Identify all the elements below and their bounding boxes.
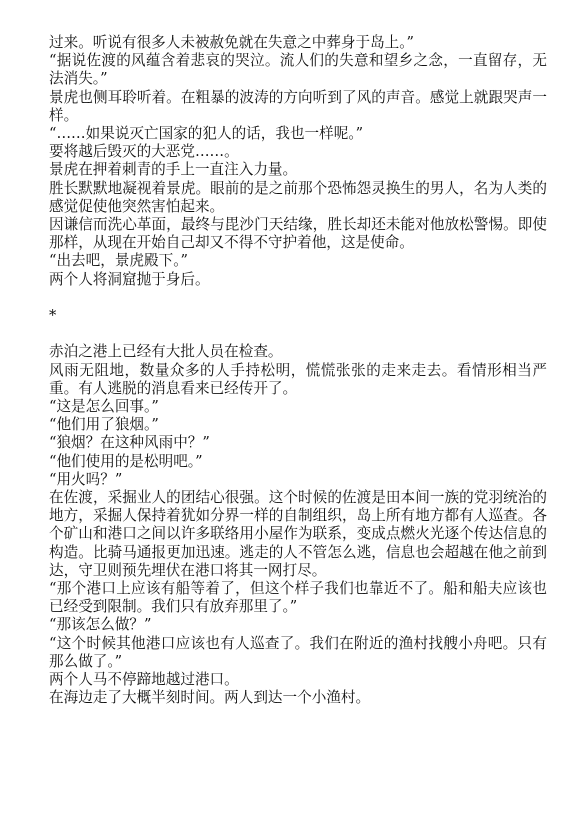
paragraph: 胜长默默地凝视着景虎。眼前的是之前那个恐怖怨灵换生的男人，名为人类的感觉促使他突然害怕起来。 (49, 179, 547, 215)
paragraph: “这个时候其他港口应该也有人巡查了。我们在附近的渔村找艘小舟吧。只有那么做了。” (49, 634, 547, 670)
text-body-bottom (49, 343, 547, 707)
paragraph: “……如果说灭亡国家的犯人的话，我也一样呢。” (49, 125, 364, 143)
paragraph: 景虎也侧耳聆听着。在粗暴的波涛的方向听到了风的声音。感觉上就跟哭声一样。 (49, 88, 547, 124)
paragraph: 在佐渡，采掘业人的团结心很强。这个时候的佐渡是田本间一族的党羽统治的地方，采掘人保持着犹如分界一样的自制组织，岛上所有地方都有人巡查。各个矿山和港口之间以许多联络用小屋作为联系，变成点燃火光逐个传达信息的构造。比骑马通报更加迅速。逃走的人不管怎么逃，信息也会超越在他之前到达，守卫则预先埋伏在港口将其一网打尽。 (49, 489, 547, 579)
paragraph: “狼烟？在这种风雨中？” (49, 434, 210, 452)
blank-line (49, 325, 547, 343)
paragraph: 景虎在押着刺青的手上一直注入力量。 (49, 161, 298, 179)
section-separator: * (49, 307, 57, 325)
paragraph: “他们用了狼烟。” (49, 416, 159, 434)
paragraph: “出去吧，景虎殿下。” (49, 252, 188, 270)
paragraph: “他们使用的是松明吧。” (49, 452, 203, 470)
text-body-top (49, 34, 547, 289)
paragraph: 要将越后毁灭的大恶党……。 (49, 143, 239, 161)
paragraph: “那个港口上应该有船等着了，但这个样子我们也靠近不了。船和船夫应该也已经受到限制。我们只有放弃那里了。” (49, 580, 547, 616)
paragraph: 两个人将洞窟抛于身后。 (49, 270, 210, 288)
paragraph: “用火吗？” (49, 470, 123, 488)
paragraph: 因谦信而洗心革面，最终与毘沙门天结缘，胜长却还未能对他放松警惕。即使那样，从现在开始自己却又不得不守护着他，这是使命。 (49, 216, 547, 252)
paragraph: “据说佐渡的风蕴含着悲哀的哭泣。流人们的失意和望乡之念，一直留存，无法消失。” (49, 52, 547, 88)
paragraph: 两个人马不停蹄地越过港口。 (49, 671, 239, 689)
paragraph: “那该怎么做？” (49, 616, 152, 634)
paragraph: 过来。听说有很多人未被赦免就在失意之中葬身于岛上。” (49, 34, 415, 51)
paragraph: 赤泊之港上已经有大批人员在检查。 (49, 343, 283, 361)
paragraph: 风雨无阻地，数量众多的人手持松明，慌慌张张的走来走去。看情形相当严重。有人逃脱的消息看来已经传开了。 (49, 361, 547, 397)
paragraph: “这是怎么回事。” (49, 398, 159, 416)
paragraph: 在海边走了大概半刻时间。两人到达一个小渔村。 (49, 689, 371, 707)
blank-line (49, 289, 547, 307)
